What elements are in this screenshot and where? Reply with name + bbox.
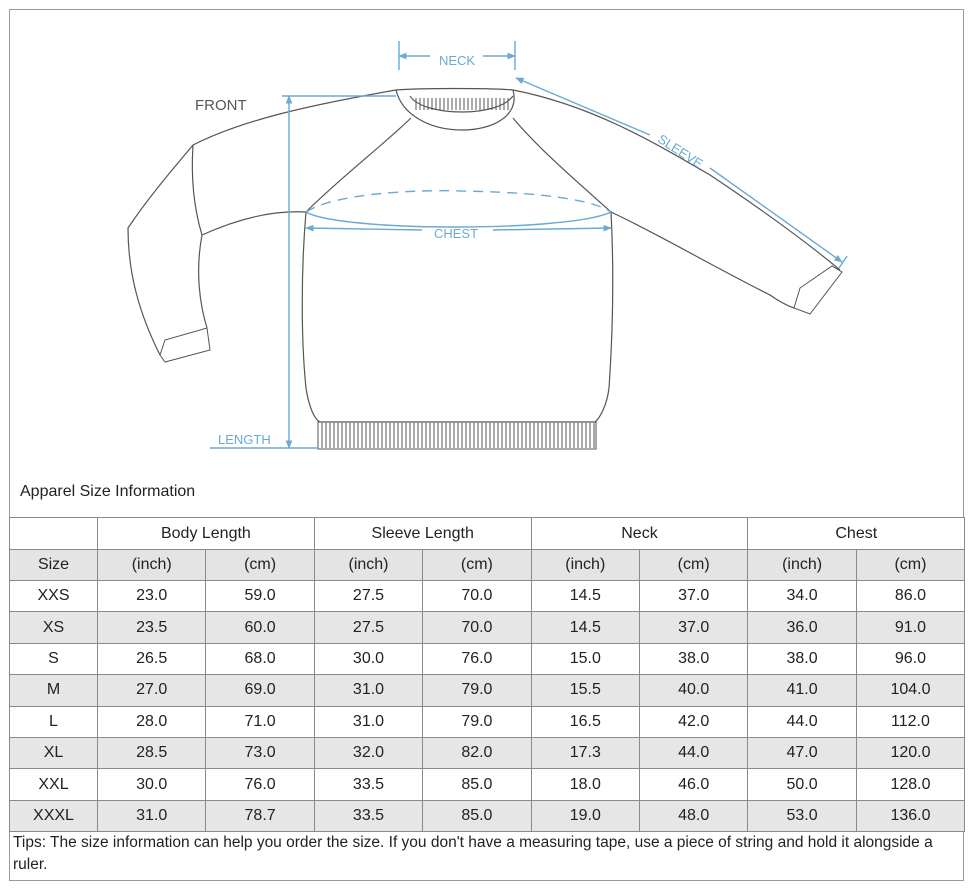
unit-inch: (inch)	[531, 550, 639, 581]
measurement-cell: 70.0	[423, 612, 531, 643]
front-label: FRONT	[195, 97, 247, 114]
measurement-cell: 78.7	[206, 800, 314, 831]
measurement-cell: 50.0	[748, 769, 856, 800]
measurement-cell: 91.0	[856, 612, 964, 643]
table-row	[10, 643, 965, 674]
measurement-cell: 68.0	[206, 643, 314, 674]
measurement-cell: 82.0	[423, 737, 531, 768]
measurement-cell: 31.0	[314, 675, 422, 706]
empty-corner-cell	[10, 518, 98, 550]
ribbing	[160, 98, 842, 449]
size-cell: XXXL	[10, 800, 98, 831]
measurement-cell: 46.0	[639, 769, 747, 800]
measurement-cell: 33.5	[314, 769, 422, 800]
measurement-cell: 136.0	[856, 800, 964, 831]
neck-label: NECK	[438, 53, 476, 68]
chest-label: CHEST	[433, 226, 479, 241]
measurement-cell: 37.0	[639, 612, 747, 643]
measurement-cell: 42.0	[639, 706, 747, 737]
measurement-cell: 34.0	[748, 581, 856, 612]
header-chest: Chest	[748, 518, 965, 550]
measurement-cell: 70.0	[423, 581, 531, 612]
measurement-cell: 69.0	[206, 675, 314, 706]
measurement-cell: 15.0	[531, 643, 639, 674]
size-cell: M	[10, 675, 98, 706]
sleeve-label: SLEEVE	[655, 131, 706, 172]
measurement-cell: 44.0	[639, 737, 747, 768]
measurement-cell: 47.0	[748, 737, 856, 768]
measurement-cell: 27.0	[98, 675, 206, 706]
measurement-cell: 19.0	[531, 800, 639, 831]
measurement-cell: 41.0	[748, 675, 856, 706]
header-body-length: Body Length	[98, 518, 315, 550]
measurement-cell: 96.0	[856, 643, 964, 674]
table-row	[10, 737, 965, 768]
section-title: Apparel Size Information	[20, 483, 196, 500]
measurement-cell: 30.0	[314, 643, 422, 674]
measurement-cell: 120.0	[856, 737, 964, 768]
measurement-cell: 59.0	[206, 581, 314, 612]
measurement-cell: 15.5	[531, 675, 639, 706]
measurement-cell: 40.0	[639, 675, 747, 706]
size-cell: XXS	[10, 581, 98, 612]
unit-inch: (inch)	[98, 550, 206, 581]
measurement-cell: 79.0	[423, 675, 531, 706]
measurement-cell: 31.0	[98, 800, 206, 831]
measurement-cell: 112.0	[856, 706, 964, 737]
measurement-cell: 38.0	[748, 643, 856, 674]
unit-header-row	[10, 550, 965, 581]
measurement-cell: 16.5	[531, 706, 639, 737]
measurement-cell: 104.0	[856, 675, 964, 706]
size-cell: XL	[10, 737, 98, 768]
unit-inch: (inch)	[748, 550, 856, 581]
measurement-cell: 18.0	[531, 769, 639, 800]
measurement-cell: 36.0	[748, 612, 856, 643]
unit-cm: (cm)	[856, 550, 964, 581]
size-cell: XXL	[10, 769, 98, 800]
size-chart-frame	[9, 9, 964, 881]
header-neck: Neck	[531, 518, 748, 550]
measurement-cell: 128.0	[856, 769, 964, 800]
length-label: LENGTH	[218, 432, 271, 447]
measurement-cell: 38.0	[639, 643, 747, 674]
header-size: Size	[10, 550, 98, 581]
size-cell: L	[10, 706, 98, 737]
measurement-cell: 14.5	[531, 581, 639, 612]
measurement-cell: 23.0	[98, 581, 206, 612]
table-row	[10, 800, 965, 831]
measurement-cell: 30.0	[98, 769, 206, 800]
measurement-cell: 32.0	[314, 737, 422, 768]
measurement-cell: 23.5	[98, 612, 206, 643]
header-sleeve-length: Sleeve Length	[314, 518, 531, 550]
measurement-cell: 17.3	[531, 737, 639, 768]
group-header-row	[10, 518, 965, 550]
size-cell: S	[10, 643, 98, 674]
measurement-cell: 27.5	[314, 612, 422, 643]
unit-cm: (cm)	[423, 550, 531, 581]
measurement-cell: 28.5	[98, 737, 206, 768]
unit-cm: (cm)	[639, 550, 747, 581]
measurement-cell: 53.0	[748, 800, 856, 831]
table-row	[10, 581, 965, 612]
measurement-cell: 76.0	[206, 769, 314, 800]
table-row	[10, 769, 965, 800]
size-rows	[10, 581, 965, 832]
measurement-cell: 73.0	[206, 737, 314, 768]
measurement-cell: 44.0	[748, 706, 856, 737]
measurement-cell: 71.0	[206, 706, 314, 737]
measurement-cell: 76.0	[423, 643, 531, 674]
measurement-cell: 33.5	[314, 800, 422, 831]
measurement-cell: 31.0	[314, 706, 422, 737]
measurement-cell: 60.0	[206, 612, 314, 643]
measurement-cell: 79.0	[423, 706, 531, 737]
tips-text: Tips: The size information can help you order the size. If you don't have a measuring tape, use a piece of string and hold it alongside a ruler.	[13, 834, 933, 873]
measurement-cell: 86.0	[856, 581, 964, 612]
sweater-outline	[128, 89, 840, 423]
measurement-cell: 85.0	[423, 769, 531, 800]
table-row	[10, 706, 965, 737]
unit-inch: (inch)	[314, 550, 422, 581]
measurement-cell: 48.0	[639, 800, 747, 831]
table-row	[10, 675, 965, 706]
sweater-diagram	[10, 10, 965, 480]
measurement-cell: 26.5	[98, 643, 206, 674]
measurement-cell: 37.0	[639, 581, 747, 612]
measurement-cell: 14.5	[531, 612, 639, 643]
measurement-cell: 27.5	[314, 581, 422, 612]
measurement-cell: 85.0	[423, 800, 531, 831]
table-row	[10, 612, 965, 643]
size-table	[9, 517, 965, 832]
size-cell: XS	[10, 612, 98, 643]
measurement-cell: 28.0	[98, 706, 206, 737]
unit-cm: (cm)	[206, 550, 314, 581]
